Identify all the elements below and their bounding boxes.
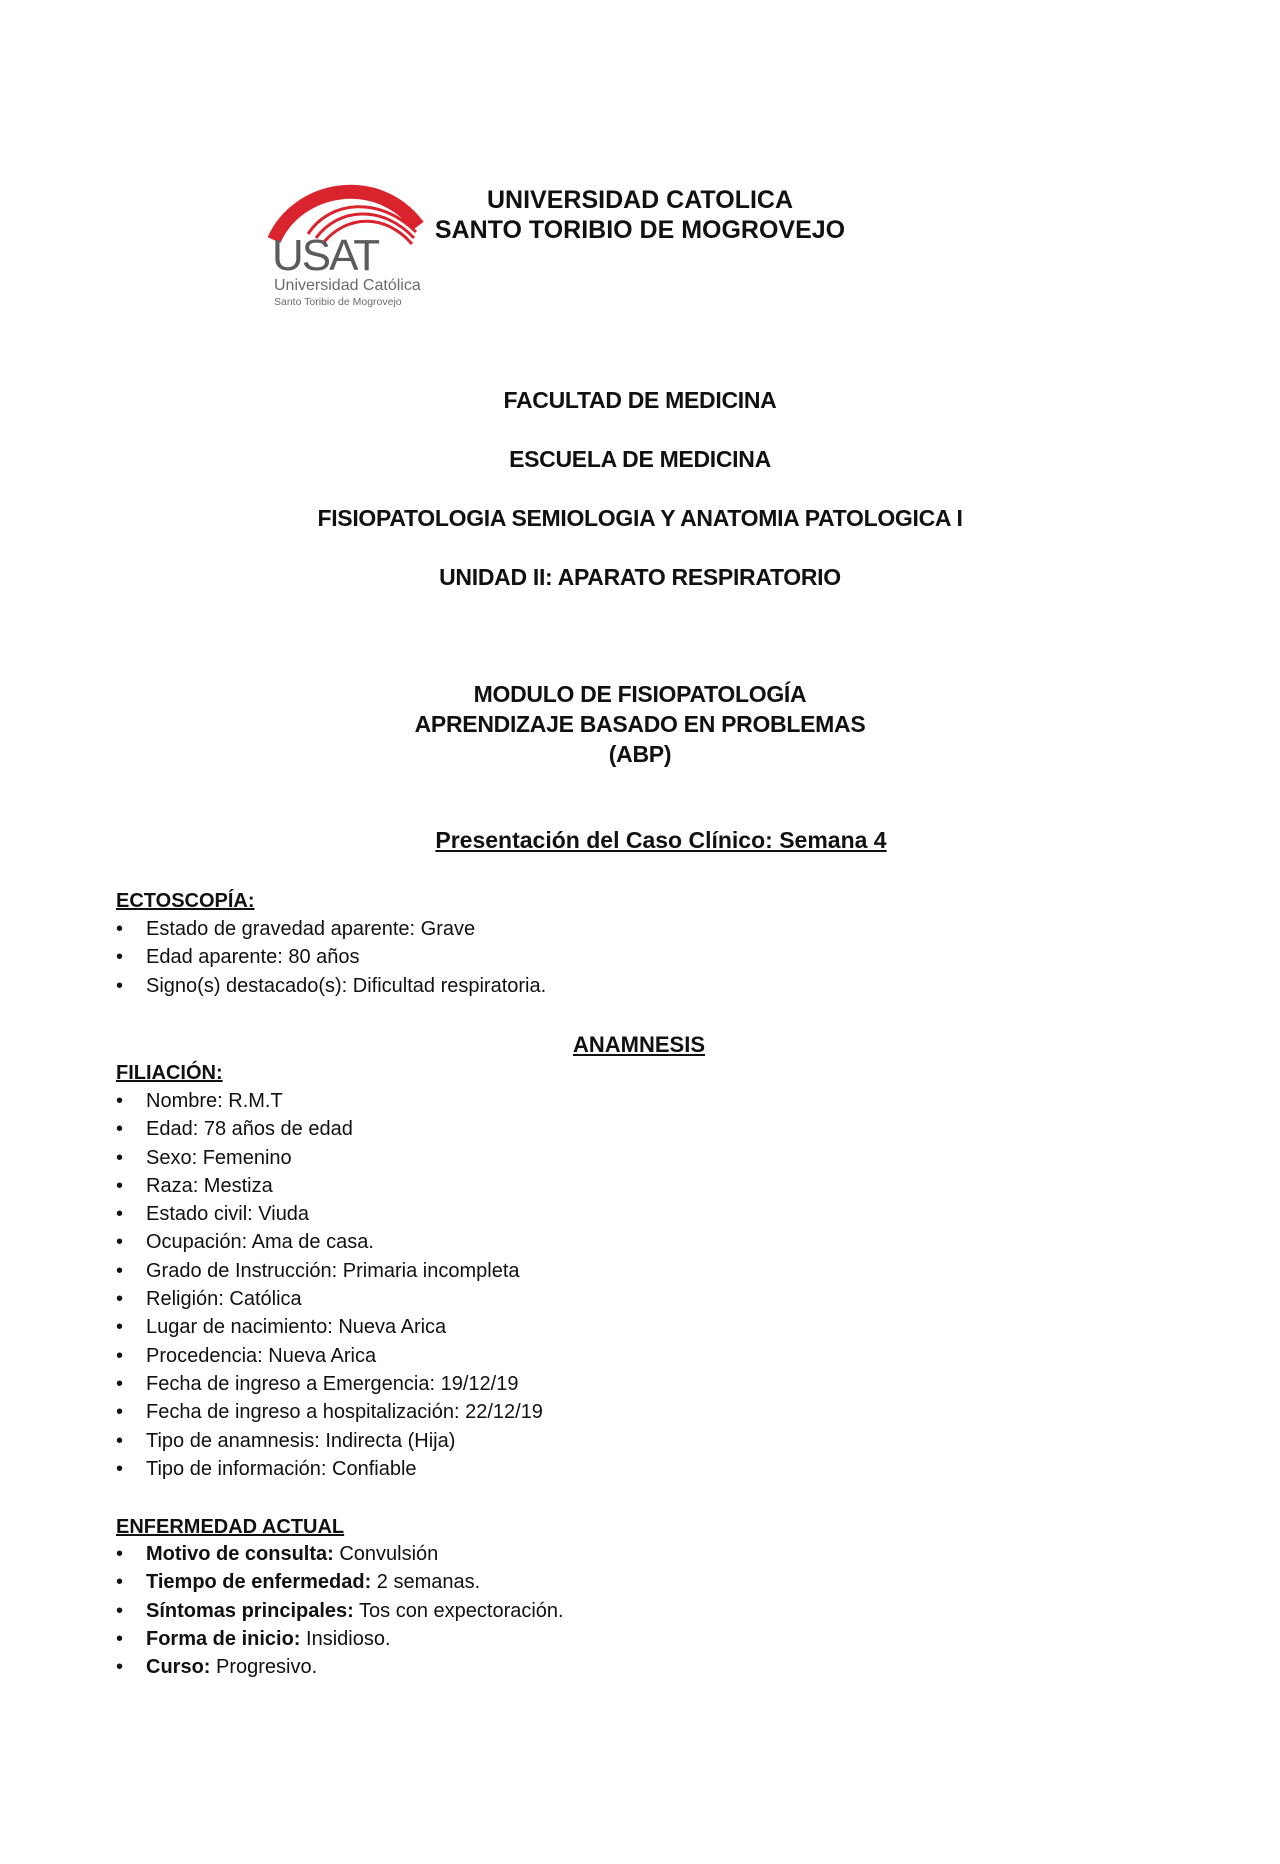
bullet-icon: • [116, 1627, 124, 1650]
list-item: • Procedencia: Nueva Arica [116, 1342, 543, 1370]
unit-heading: UNIDAD II: APARATO RESPIRATORIO [439, 564, 841, 590]
list-item: • Estado civil: Viuda [116, 1200, 543, 1228]
item-label: Tiempo de enfermedad: [146, 1571, 372, 1594]
list-item: • Tipo de información: Confiable [116, 1455, 543, 1483]
logo-line-1: Universidad Católica [274, 277, 421, 294]
logo-line-2: Santo Toribio de Mogrovejo [274, 296, 402, 308]
list-item [116, 1625, 564, 1653]
item-value: Progresivo. [210, 1656, 318, 1679]
list-item: • Religión: Católica [116, 1285, 543, 1313]
module-heading-line-1: MODULO DE FISIOPATOLOGÍA [473, 681, 807, 707]
filiacion-heading: FILIACIÓN: [116, 1062, 223, 1084]
ectoscopia-heading: ECTOSCOPÍA: [116, 890, 255, 912]
case-title: Presentación del Caso Clínico: Semana 4 [435, 827, 887, 853]
list-item [116, 1568, 564, 1596]
item-value: 2 semanas. [371, 1571, 481, 1594]
bullet-icon: • [116, 1599, 124, 1622]
item-label: Motivo de consulta: [146, 1543, 334, 1565]
list-item [116, 1597, 564, 1625]
bullet-icon: • [116, 1401, 124, 1424]
bullet-icon: • [116, 918, 124, 940]
university-name-line-2: SANTO TORIBIO DE MOGROVEJO [434, 216, 846, 244]
list-item: • Grado de Instrucción: Primaria incompleta [116, 1257, 543, 1285]
enfermedad-actual-list [116, 1540, 564, 1681]
bullet-icon: • [116, 1429, 124, 1452]
faculty-heading: FACULTAD DE MEDICINA [503, 387, 777, 413]
list-item: • Sexo: Femenino [116, 1144, 543, 1172]
list-item: • Raza: Mestiza [116, 1172, 543, 1200]
item-value: Tos con expectoración. [353, 1599, 564, 1622]
bullet-icon: • [116, 1457, 124, 1480]
bullet-icon: • [116, 1316, 124, 1339]
list-item: • Lugar de nacimiento: Nueva Arica [116, 1313, 543, 1341]
anamnesis-heading: ANAMNESIS [572, 1032, 705, 1057]
list-item [116, 1540, 564, 1568]
item-label: Síntomas principales: [146, 1599, 354, 1622]
bullet-icon: • [116, 946, 124, 969]
bullet-icon: • [116, 1174, 124, 1197]
item-label: Forma de inicio: [146, 1627, 301, 1650]
bullet-icon: • [116, 1231, 124, 1254]
school-heading: ESCUELA DE MEDICINA [509, 446, 771, 472]
filiacion-list [116, 1087, 543, 1483]
ectoscopia-list [116, 915, 546, 1000]
list-item: • Estado de gravedad aparente: Grave [116, 915, 546, 943]
module-heading-line-3: (ABP) [608, 741, 672, 767]
item-value: Convulsión [333, 1543, 439, 1565]
list-item: • Edad: 78 años de edad [116, 1115, 543, 1143]
bullet-icon: • [116, 974, 124, 997]
list-item: • Edad aparente: 80 años [116, 943, 546, 971]
bullet-icon: • [116, 1571, 124, 1594]
list-item: • Nombre: R.M.T [116, 1087, 543, 1115]
university-name-line-1: UNIVERSIDAD CATOLICA [486, 186, 794, 214]
bullet-icon: • [116, 1656, 124, 1679]
bullet-icon: • [116, 1543, 124, 1565]
list-item: • Fecha de ingreso a hospitalización: 22/12/19 [116, 1398, 543, 1426]
enfermedad-actual-heading: ENFERMEDAD ACTUAL [116, 1516, 345, 1538]
bullet-icon: • [116, 1344, 124, 1367]
list-item: • Ocupación: Ama de casa. [116, 1228, 543, 1256]
bullet-icon: • [116, 1372, 124, 1395]
item-value: Insidioso. [300, 1627, 391, 1650]
bullet-icon: • [116, 1259, 124, 1282]
bullet-icon: • [116, 1118, 124, 1141]
bullet-icon: • [116, 1146, 124, 1169]
bullet-icon: • [116, 1203, 124, 1226]
course-heading: FISIOPATOLOGIA SEMIOLOGIA Y ANATOMIA PATOLOGICA I [317, 505, 963, 531]
list-item: • Tipo de anamnesis: Indirecta (Hija) [116, 1427, 543, 1455]
bullet-icon: • [116, 1090, 124, 1112]
item-label: Curso: [146, 1656, 211, 1679]
list-item: • Signo(s) destacado(s): Dificultad respiratoria. [116, 972, 546, 1000]
bullet-icon: • [116, 1288, 124, 1311]
module-heading-line-2: APRENDIZAJE BASADO EN PROBLEMAS [414, 711, 866, 737]
logo-mark-text: USAT [272, 231, 379, 280]
list-item [116, 1653, 564, 1681]
list-item: • Fecha de ingreso a Emergencia: 19/12/19 [116, 1370, 543, 1398]
